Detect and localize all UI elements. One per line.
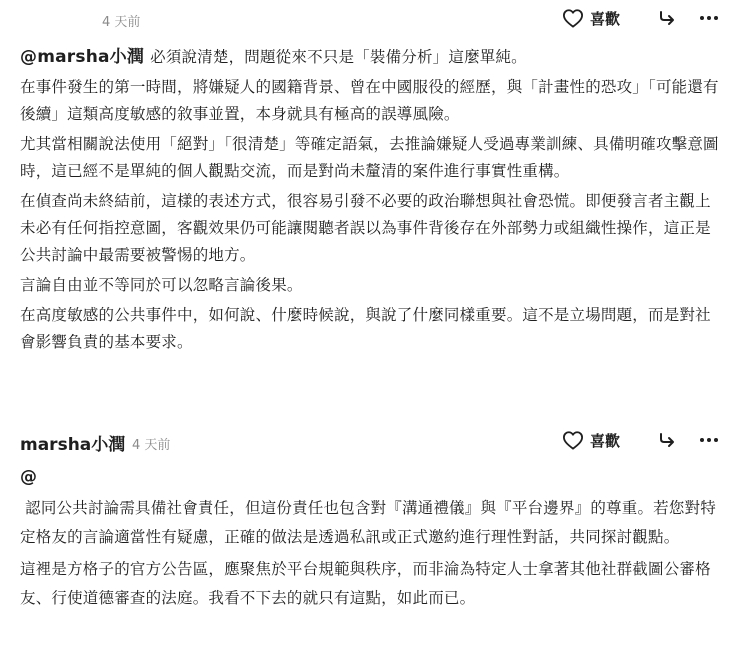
comment-time: 4 天前 — [132, 438, 171, 453]
comment-paragraph: 尤其當相關說法使用「絕對」「很清楚」等確定語氣，去推論嫌疑人受過專業訓練、具備明確攻擊意圖時，這已經不是單純的個人觀點交流，而是對尚未釐清的案件進行事實性重構。 — [20, 135, 719, 180]
comment-body — [20, 44, 720, 359]
mention-at-symbol[interactable]: @ — [20, 467, 37, 487]
comment-body — [20, 464, 720, 616]
reply-arrow-icon[interactable] — [658, 431, 676, 449]
comment-paragraph — [20, 44, 720, 71]
comment-paragraph: 言論自由並不等同於可以忽略言論後果。 — [20, 276, 303, 294]
heart-outline-icon — [562, 430, 584, 450]
like-label: 喜歡 — [589, 431, 620, 450]
comment-text: 必須說清楚，問題從來不只是「裝備分析」這麼單純。 — [150, 48, 527, 66]
comment-header — [20, 428, 720, 456]
previous-comment-time: 4 天前 — [102, 15, 141, 30]
previous-comment-actions — [562, 6, 720, 30]
more-dots-icon[interactable] — [698, 9, 720, 27]
like-button[interactable] — [562, 8, 620, 29]
more-dots-icon[interactable] — [698, 431, 720, 449]
comment-paragraph: 在偵查尚未終結前，這樣的表述方式，很容易引發不必要的政治聯想與社會恐慌。即便發言者主觀上未必有任何指控意圖，客觀效果仍可能讓閱聽者誤以為事件背後存在外部勢力或組織性操作，這正是公共討論中最需要被警惕的地方。 — [20, 192, 711, 264]
comment-paragraph: 在高度敏感的公共事件中，如何說、什麼時候說，與說了什麼同樣重要。這不是立場問題，而是對社會影響負責的基本要求。 — [20, 306, 711, 351]
mention-link[interactable]: @marsha小潤 — [20, 47, 145, 67]
comment-actions — [562, 428, 720, 452]
comment-author[interactable]: marsha小潤 — [20, 435, 126, 455]
heart-outline-icon — [562, 8, 584, 28]
comment-paragraph: 在事件發生的第一時間，將嫌疑人的國籍背景、曾在中國服役的經歷，與「計畫性的恐攻」「可能還有後續」這類高度敏感的敘事並置，本身就具有極高的誤導風險。 — [20, 78, 719, 123]
like-label: 喜歡 — [589, 9, 620, 28]
reply-arrow-icon[interactable] — [658, 9, 676, 27]
previous-comment-footer — [0, 0, 740, 36]
comment-paragraph: 認同公共討論需具備社會責任，但這份責任也包含對『溝通禮儀』與『平台邊界』的尊重。若您對特定格友的言論適當性有疑慮，正確的做法是透過私訊或正式邀約進行理性對話，共同探討觀點。 — [20, 499, 716, 546]
like-button[interactable] — [562, 430, 620, 451]
comment-paragraph: 這裡是方格子的官方公告區，應聚焦於平台規範與秩序，而非淪為特定人士拿著其他社群截圖公審格友、行使道德審查的法庭。我看不下去的就只有這點，如此而已。 — [20, 560, 711, 607]
